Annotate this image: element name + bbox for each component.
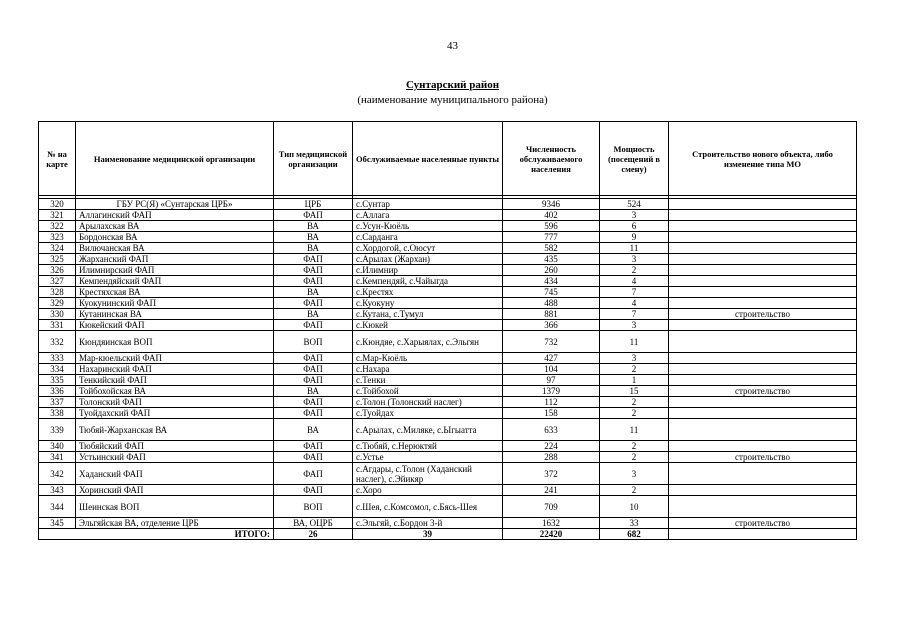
cell-served-points: с.Туойдах [353, 408, 503, 419]
table-row [39, 232, 857, 243]
cell-map-number: 343 [39, 485, 76, 496]
cell-served-points: с.Мар-Кюёль [353, 353, 503, 364]
table-row [39, 331, 857, 353]
cell-map-number: 321 [39, 210, 76, 221]
header-map-number: № на карте [39, 122, 76, 196]
cell-construction [669, 441, 857, 452]
cell-org-type: ФАП [274, 463, 353, 485]
cell-capacity: 15 [600, 386, 669, 397]
cell-construction [669, 496, 857, 518]
cell-map-number: 339 [39, 419, 76, 441]
table-row [39, 375, 857, 386]
cell-population: 582 [503, 243, 600, 254]
cell-population: 241 [503, 485, 600, 496]
cell-org-type: ФАП [274, 254, 353, 265]
cell-org-name: Крестяхская ВА [76, 287, 274, 298]
table-row [39, 353, 857, 364]
cell-org-type: ФАП [274, 276, 353, 287]
cell-capacity: 2 [600, 408, 669, 419]
cell-population: 366 [503, 320, 600, 331]
cell-population: 224 [503, 441, 600, 452]
cell-served-points: с.Арылах (Жархан) [353, 254, 503, 265]
cell-population: 732 [503, 331, 600, 353]
cell-construction [669, 287, 857, 298]
cell-org-name: Туойдахский ФАП [76, 408, 274, 419]
table-row [39, 452, 857, 463]
cell-map-number: 332 [39, 331, 76, 353]
cell-map-number: 336 [39, 386, 76, 397]
cell-population: 1379 [503, 386, 600, 397]
cell-construction [669, 265, 857, 276]
cell-served-points: с.Сарданга [353, 232, 503, 243]
cell-org-name: Бордонская ВА [76, 232, 274, 243]
cell-capacity: 3 [600, 463, 669, 485]
cell-capacity: 1 [600, 375, 669, 386]
cell-org-name: Толонский ФАП [76, 397, 274, 408]
cell-capacity: 10 [600, 496, 669, 518]
cell-capacity: 6 [600, 221, 669, 232]
cell-construction [669, 397, 857, 408]
table-row [39, 408, 857, 419]
cell-construction [669, 463, 857, 485]
cell-org-type: ВОП [274, 331, 353, 353]
cell-population: 709 [503, 496, 600, 518]
cell-org-name: Нахаринский ФАП [76, 364, 274, 375]
total-construction [669, 529, 857, 540]
page-number: 43 [447, 40, 458, 52]
district-subtitle: (наименование муниципального района) [357, 94, 548, 106]
cell-served-points: с.Аллага [353, 210, 503, 221]
cell-population: 881 [503, 309, 600, 320]
table-row [39, 463, 857, 485]
cell-served-points: с.Тойбохой [353, 386, 503, 397]
total-row [39, 529, 857, 540]
table-row [39, 298, 857, 309]
cell-construction [669, 199, 857, 210]
table-row [39, 419, 857, 441]
cell-served-points: с.Эльгяй, с.Бордон 3-й [353, 518, 503, 529]
cell-population: 9346 [503, 199, 600, 210]
cell-org-name: Хоринский ФАП [76, 485, 274, 496]
cell-org-name: Кюкейский ФАП [76, 320, 274, 331]
table-row [39, 485, 857, 496]
cell-capacity: 3 [600, 353, 669, 364]
cell-org-type: ФАП [274, 408, 353, 419]
cell-org-name: Устьинский ФАП [76, 452, 274, 463]
cell-capacity: 2 [600, 452, 669, 463]
cell-construction [669, 243, 857, 254]
cell-org-name: Хаданский ФАП [76, 463, 274, 485]
cell-org-type: ФАП [274, 265, 353, 276]
cell-map-number: 331 [39, 320, 76, 331]
table-row [39, 386, 857, 397]
cell-map-number: 323 [39, 232, 76, 243]
header-capacity: Мощность (посещений в смену) [600, 122, 669, 196]
cell-population: 402 [503, 210, 600, 221]
cell-map-number: 341 [39, 452, 76, 463]
cell-org-name: Тойбохойская ВА [76, 386, 274, 397]
cell-capacity: 3 [600, 210, 669, 221]
table-row [39, 518, 857, 529]
cell-construction [669, 353, 857, 364]
cell-served-points: с.Крестях [353, 287, 503, 298]
cell-capacity: 7 [600, 287, 669, 298]
cell-construction [669, 254, 857, 265]
cell-map-number: 345 [39, 518, 76, 529]
cell-capacity: 7 [600, 309, 669, 320]
cell-org-type: ФАП [274, 364, 353, 375]
cell-capacity: 524 [600, 199, 669, 210]
cell-served-points: с.Кюндяе, с.Харыялах, с.Эльгян [353, 331, 503, 353]
cell-org-name: Арылахская ВА [76, 221, 274, 232]
cell-served-points: с.Нахара [353, 364, 503, 375]
header-population: Численность обслуживаемого населения [503, 122, 600, 196]
cell-population: 427 [503, 353, 600, 364]
cell-population: 596 [503, 221, 600, 232]
cell-served-points: с.Усун-Кюёль [353, 221, 503, 232]
header-org-type: Тип медицинской организации [274, 122, 353, 196]
cell-population: 372 [503, 463, 600, 485]
cell-map-number: 333 [39, 353, 76, 364]
cell-org-name: Кемпендяйский ФАП [76, 276, 274, 287]
cell-served-points: с.Агдары, с.Толон (Хаданский наслег), с.Эйикяр [353, 463, 503, 485]
cell-org-type: ВА [274, 309, 353, 320]
cell-map-number: 328 [39, 287, 76, 298]
table-row [39, 309, 857, 320]
total-capacity: 682 [600, 529, 669, 540]
table-row [39, 199, 857, 210]
cell-population: 112 [503, 397, 600, 408]
cell-org-type: ФАП [274, 397, 353, 408]
cell-org-name: Мар-кюельский ФАП [76, 353, 274, 364]
table-row [39, 210, 857, 221]
cell-map-number: 322 [39, 221, 76, 232]
cell-map-number: 338 [39, 408, 76, 419]
cell-org-name: ГБУ РС(Я) «Сунтарская ЦРБ» [76, 199, 274, 210]
cell-construction [669, 331, 857, 353]
cell-served-points: с.Илимнир [353, 265, 503, 276]
cell-served-points: с.Шея, с.Комсомол, с.Бясь-Шея [353, 496, 503, 518]
cell-map-number: 344 [39, 496, 76, 518]
cell-org-name: Куокунинский ФАП [76, 298, 274, 309]
cell-org-type: ВА [274, 287, 353, 298]
cell-org-name: Вилючанская ВА [76, 243, 274, 254]
cell-construction [669, 232, 857, 243]
cell-map-number: 342 [39, 463, 76, 485]
cell-capacity: 2 [600, 364, 669, 375]
cell-org-type: ВА [274, 243, 353, 254]
cell-construction [669, 276, 857, 287]
table-row [39, 320, 857, 331]
cell-capacity: 3 [600, 254, 669, 265]
cell-org-type: ВА [274, 419, 353, 441]
table-row [39, 221, 857, 232]
cell-capacity: 9 [600, 232, 669, 243]
cell-population: 434 [503, 276, 600, 287]
cell-org-type: ЦРБ [274, 199, 353, 210]
cell-served-points: с.Тюбяй, с.Нерюктяй [353, 441, 503, 452]
cell-org-type: ФАП [274, 353, 353, 364]
cell-construction [669, 364, 857, 375]
cell-map-number: 335 [39, 375, 76, 386]
cell-map-number: 329 [39, 298, 76, 309]
cell-capacity: 4 [600, 298, 669, 309]
cell-org-type: ФАП [274, 452, 353, 463]
cell-org-type: ФАП [274, 375, 353, 386]
cell-construction [669, 221, 857, 232]
total-points: 39 [353, 529, 503, 540]
cell-capacity: 2 [600, 397, 669, 408]
cell-population: 488 [503, 298, 600, 309]
cell-served-points: с.Куокуну [353, 298, 503, 309]
cell-org-type: ВА [274, 221, 353, 232]
cell-org-type: ФАП [274, 320, 353, 331]
total-population: 22420 [503, 529, 600, 540]
cell-served-points: с.Толон (Толонский наслег) [353, 397, 503, 408]
cell-population: 745 [503, 287, 600, 298]
cell-served-points: с.Кюкей [353, 320, 503, 331]
cell-map-number: 340 [39, 441, 76, 452]
cell-org-name: Тюбяйский ФАП [76, 441, 274, 452]
cell-population: 104 [503, 364, 600, 375]
cell-org-name: Жарханский ФАП [76, 254, 274, 265]
cell-map-number: 334 [39, 364, 76, 375]
cell-org-name: Тенкийский ФАП [76, 375, 274, 386]
medical-organizations-table [38, 121, 857, 540]
cell-capacity: 11 [600, 331, 669, 353]
cell-capacity: 2 [600, 441, 669, 452]
cell-org-name: Аллагинский ФАП [76, 210, 274, 221]
table-row [39, 276, 857, 287]
cell-construction: строительство [669, 386, 857, 397]
cell-org-type: ВА, ОЦРБ [274, 518, 353, 529]
table-row [39, 254, 857, 265]
cell-map-number: 325 [39, 254, 76, 265]
table-row [39, 397, 857, 408]
cell-org-type: ФАП [274, 298, 353, 309]
cell-population: 97 [503, 375, 600, 386]
cell-org-name: Кюндяинская ВОП [76, 331, 274, 353]
table-row [39, 265, 857, 276]
cell-construction [669, 375, 857, 386]
cell-construction [669, 210, 857, 221]
cell-construction [669, 408, 857, 419]
cell-org-type: ФАП [274, 210, 353, 221]
total-label: ИТОГО: [39, 529, 274, 540]
table-row [39, 441, 857, 452]
cell-org-name: Шеинская ВОП [76, 496, 274, 518]
cell-org-type: ФАП [274, 441, 353, 452]
cell-served-points: с.Кутана, с.Тумул [353, 309, 503, 320]
cell-org-name: Кутанинская ВА [76, 309, 274, 320]
cell-map-number: 337 [39, 397, 76, 408]
header-served-points: Обслуживаемые населенные пункты [353, 122, 503, 196]
cell-construction: строительство [669, 309, 857, 320]
cell-construction: строительство [669, 518, 857, 529]
cell-org-name: Эльгяйская ВА, отделение ЦРБ [76, 518, 274, 529]
cell-population: 435 [503, 254, 600, 265]
cell-capacity: 2 [600, 265, 669, 276]
table-row [39, 243, 857, 254]
cell-map-number: 324 [39, 243, 76, 254]
cell-org-name: Тюбяй-Жарханская ВА [76, 419, 274, 441]
cell-served-points: с.Сунтар [353, 199, 503, 210]
cell-capacity: 4 [600, 276, 669, 287]
cell-population: 1632 [503, 518, 600, 529]
cell-served-points: с.Кемпендяй, с.Чайыгда [353, 276, 503, 287]
header-construction: Строительство нового объекта, либо изменение типа МО [669, 122, 857, 196]
cell-capacity: 3 [600, 320, 669, 331]
cell-served-points: с.Устье [353, 452, 503, 463]
cell-population: 158 [503, 408, 600, 419]
cell-map-number: 330 [39, 309, 76, 320]
table-row [39, 287, 857, 298]
cell-org-type: ВА [274, 232, 353, 243]
cell-served-points: с.Хоро [353, 485, 503, 496]
cell-capacity: 2 [600, 485, 669, 496]
cell-capacity: 11 [600, 419, 669, 441]
table-row [39, 364, 857, 375]
cell-population: 260 [503, 265, 600, 276]
cell-org-type: ФАП [274, 485, 353, 496]
cell-construction [669, 485, 857, 496]
cell-served-points: с.Хордогой, с.Оюсут [353, 243, 503, 254]
cell-construction [669, 320, 857, 331]
cell-org-name: Илимнирский ФАП [76, 265, 274, 276]
cell-capacity: 11 [600, 243, 669, 254]
cell-capacity: 33 [600, 518, 669, 529]
total-types: 26 [274, 529, 353, 540]
cell-population: 777 [503, 232, 600, 243]
cell-population: 288 [503, 452, 600, 463]
cell-construction: строительство [669, 452, 857, 463]
cell-construction [669, 419, 857, 441]
district-title: Сунтарский район [405, 79, 500, 91]
cell-map-number: 326 [39, 265, 76, 276]
cell-map-number: 327 [39, 276, 76, 287]
cell-served-points: с.Тенки [353, 375, 503, 386]
cell-construction [669, 298, 857, 309]
cell-map-number: 320 [39, 199, 76, 210]
cell-population: 633 [503, 419, 600, 441]
table-row [39, 496, 857, 518]
cell-org-type: ВА [274, 386, 353, 397]
cell-org-type: ВОП [274, 496, 353, 518]
cell-served-points: с.Арылах, с.Миляке, с.Ыгыатта [353, 419, 503, 441]
header-org-name: Наименование медицинской организации [76, 122, 274, 196]
